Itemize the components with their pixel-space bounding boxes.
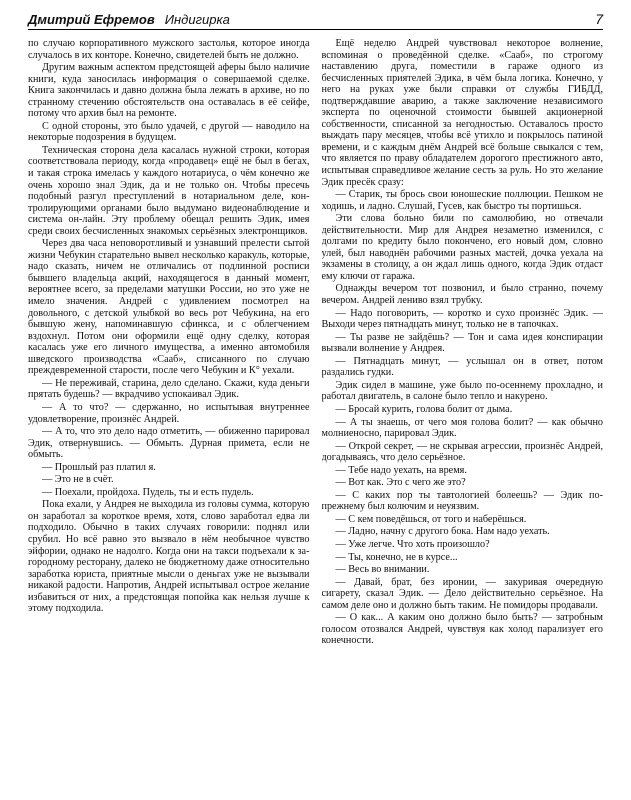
paragraph: — Ты, конечно, не в курсе... <box>335 551 458 563</box>
left-column <box>28 38 310 794</box>
paragraph: по случаю корпоративного мужского застолья, которое иногда случалось в их конторе. Конечно, свидетелей быть не должно. <box>28 38 310 61</box>
paragraph: — Давай, брат, без иронии, — закуривая очередную сигарету, сказал Эдик. — Дело действительно серьёзное. На самом деле оно и должно быть таким. Не помидоры продавали. <box>321 576 603 611</box>
paragraph: — Это не в счёт. <box>42 474 114 486</box>
paragraph: Через два часа неповоротливый и узнавший прелести сытой жизни Чебукин старательно вывел несколько каракуль, которые, надо сказать, ничем не отличались от подлинной росписи бывшего владельца акций, находящегося в данный момент, вероятнее всего, за пределами матушки России, но это уже не имело значения. Андрей с удивлением посмотрел на довольного, с детской улыбкой во весь рот Чебукина, на его бывшую жену, напоминавшую сфинкса, и с облегчением вздохнул. Потом они оформили ещё одну сделку, которая касалась уже его личного имущества, а именно автомобиля шведского производства «Сааб», списанного по случаю преждевременной старости, после чего Чебукин и К° уехали. <box>28 238 310 377</box>
header-title: Индигирка <box>164 12 230 27</box>
paragraph: — Открой секрет, — не скрывая агрессии, произнёс Андрей, догадываясь, что дело серьёзное. <box>321 440 603 464</box>
paragraph: — Пятнадцать минут, — услышал он в ответ, потом раздались гудки. <box>321 355 603 379</box>
paragraph: — Ладно, начну с другого бока. Нам надо уехать. <box>335 526 550 538</box>
paragraph: Техническая сторона дела касалась нужной строки, которая соответствовала периоду, когда «продавец» ещё не был в бегах, и такая строка имелась у каждого нотариуса, о чём конечно же очень хорошо знал Эдик, да и не только он. Чтобы пресечь подобный разгул преступлений в нотариальном деле, контролирующими органами было выдумано видеонаблюдение и система он-лайн. Эту проблему обещал решить Эдик, имея среди своих бесчисленных знакомых серьёзных электронщиков. <box>28 144 310 237</box>
paragraph: — А то, что это дело надо отметить, — обиженно парировал Эдик, отвернувшись. — Обмыть. Дурная примета, если не обмыть. <box>28 426 310 461</box>
running-header <box>28 8 603 30</box>
paragraph: — А то что? — сдержанно, но испытывая внутреннее удовлетворение, произнёс Андрей. <box>28 401 310 425</box>
paragraph: — Ты разве не зайдёшь? — Тон и сама идея конспирации вызвали волнение у Андрея. <box>321 331 603 355</box>
paragraph: — А ты знаешь, от чего моя голова болит? — как обычно молниеносно, парировал Эдик. <box>321 416 603 440</box>
paragraph: — Уже легче. Что хоть произошло? <box>335 538 490 550</box>
text-columns <box>28 38 603 794</box>
paragraph: — Надо поговорить, — коротко и сухо произнёс Эдик. — Выходи через пятнадцать минут, только не в тапочках. <box>321 307 603 331</box>
paragraph: — Вот как. Это с чего же это? <box>335 477 466 489</box>
paragraph: С одной стороны, это было удачей, с другой — наводило на некоторые подозрения в будущем. <box>28 120 310 144</box>
paragraph: — Поехали, пройдоха. Пудель, ты и есть пудель. <box>42 486 254 498</box>
right-column <box>322 38 604 794</box>
paragraph: — С каких пор ты тавтологией болеешь? — Эдик по-прежнему был колючим и неуязвим. <box>321 489 603 513</box>
paragraph: — Не переживай, старина, дело сделано. Скажи, куда деньги прятать будешь? — вкрадчиво успокаивал Эдик. <box>28 377 310 401</box>
paragraph: Другим важным аспектом предстоящей аферы было наличие книги, куда заносилась информация о совершаемой сделке. Книга закончилась и давно должна была лежать в архиве, но по странному стечению обстоятельств она оставалась в её сейфе, потому что архив был на ремонте. <box>28 62 310 120</box>
paragraph: — Тебе надо уехать, на время. <box>335 464 467 476</box>
paragraph: — Прошлый раз платил я. <box>42 461 156 473</box>
paragraph: Однажды вечером тот позвонил, и было странно, почему вечером. Андрей лениво взял трубку. <box>321 283 603 307</box>
paragraph: — О как... А каким оно должно было быть? — затробным голосом отозвался Андрей, чувствуя как холод парализует его конечности. <box>321 612 603 647</box>
paragraph: Эдик сидел в машине, уже было по-осеннему прохладно, и работал двигатель, в салоне было тепло и накурено. <box>321 379 603 403</box>
paragraph: Ещё неделю Андрей чувствовал некоторое волнение, вспоминая о проведённой сделке. «Сааб», по строгому наставлению друга, поместили в гараже одного из бесчисленных приятелей Эдика, в чём была логика. Конечно, у него на руках уже были справки от службы ГИБДД, подтверждавшие аварию, а также заключение независимого эксперта по оценочной стоимости бывшей акционерной собственности, списанной за негодностью. Оставалось просто выждать пару месяцев, чтобы всё утихло и покрылось патиной времени, и с каждым днём Андрей всё больше свыкался с тем, что является по праву обладателем дорогого престижного авто, испытывая справедливое желание сесть за руль. Но это желание Эдик пресёк сразу: <box>321 38 603 188</box>
paragraph: — С кем поведёшься, от того и наберёшься. <box>335 513 527 525</box>
page-number: 7 <box>595 11 603 27</box>
header-author: Дмитрий Ефремов <box>28 12 155 27</box>
paragraph: — Весь во внимании. <box>335 564 430 576</box>
paragraph: — Бросай курить, голова болит от дыма. <box>335 403 513 415</box>
paragraph: Эти слова больно били по самолюбию, но отвечали действительности. Мир для Андрея незаметно изменился, с долгами по кредиту было покончено, его новый дом, словно улей, был наводнён рабочими разных мастей, дочка уехала на экзамены в столицу, а он ждал лишь одного, когда Эдик отдаст ему ключи от гаража. <box>321 213 603 282</box>
paragraph: — Старик, ты брось свои юношеские поллюции. Пешком не ходишь, и ладно. Слушай, Гусев, как быстро ты портишься. <box>321 189 603 212</box>
paragraph: Пока ехали, у Андрея не выходила из головы сумма, которую он заработал за короткое время, хотя, слово заработал едва ли подходило. Обычно в таких случаях говорили: поднял или срубил. Но всё равно это вызвало в нём необычное чувство эйфории, однако не надолго. Когда они на такси подъехали к загородному ресторану, далеко не бюджетному даже относительно заработка юриста, приятные мысли о деньгах уже не вызывали никакой радости. Напротив, Андрей испытывал острое желание избавиться от них, а предстоящая попойка как нельзя лучше к этому подходила. <box>28 499 310 615</box>
